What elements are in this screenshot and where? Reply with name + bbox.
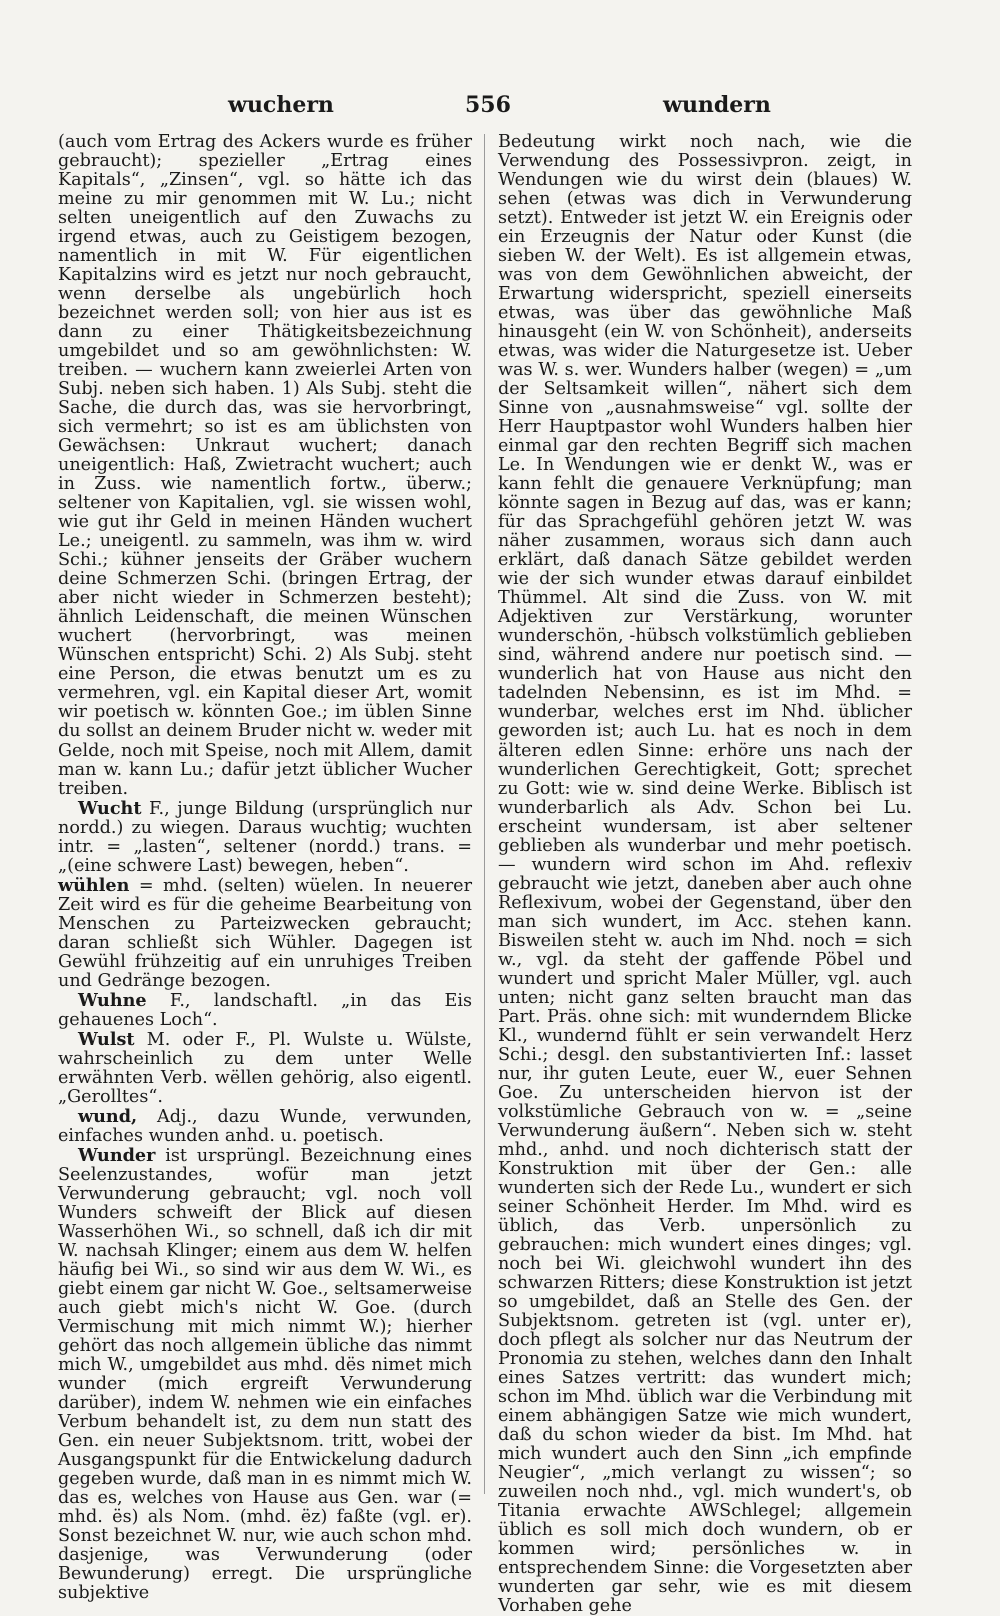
- column-divider: [484, 134, 485, 1494]
- right-column: [498, 132, 912, 1616]
- dictionary-entry: [58, 132, 472, 799]
- dictionary-entry: [58, 1107, 472, 1146]
- entry-text: M. oder F., Pl. Wulste u. Wülste, wahrscheinlich zu dem unter Welle erwähnten Verb. wëllen gehörig, also eigentl. „Gerolltes“.: [58, 1029, 472, 1107]
- entry-text: (auch vom Ertrag des Ackers wurde es früher gebraucht); spezieller „Ertrag eines Kapitals“, „Zinsen“, vgl. so hätte ich das meine zu mir genommen mit W. Lu.; nicht selten uneigentlich auf den Zuwachs zu irgend etwas, auch zu Geistigem bezogen, namentlich in mit W. Für eigentlichen Kapitalzins wird es jetzt nur noch gebraucht, wenn derselbe als ungebürlich hoch bezeichnet werden soll; von hier aus ist es dann zu einer Thätigkeitsbezeichnung umgebildet und so am gewöhnlichsten: W. treiben. — wuchern kann zweierlei Arten von Subj. neben sich haben. 1) Als Subj. steht die Sache, die durch das, was sie hervorbringt, sich vermehrt; so ist es am üblichsten von Gewächsen: Unkraut wuchert; danach uneigentlich: Haß, Zwietracht wuchert; auch in Zuss. wie namentlich fortw., überw.; seltener von Kapitalien, vgl. sie wissen wohl, wie gut ihr Geld in meinen Händen wuchert Le.; uneigentl. zu sammeln, was ihm w. wird Schi.; kühner jenseits der Gräber wuchern deine Schmerzen Schi. (bringen Ertrag, der aber nicht wieder in Schmerzen besteht); ähnlich Leidenschaft, die meinen Wünschen wuchert (hervorbringt, was meinen Wünschen entspricht) Schi. 2) Als Subj. steht eine Person, die etwas benutzt um es zu vermehren, vgl. ein Kapital dieser Art, womit wir poetisch w. könnten Goe.; im üblen Sinne du sollst an deinem Bruder nicht w. weder mit Gelde, noch mit Speise, noch mit Allem, damit man w. kann Lu.; dafür jetzt üblicher Wucher treiben.: [58, 132, 472, 799]
- entry-lemma: wund,: [78, 1105, 138, 1127]
- entry-lemma: Wucht: [78, 797, 142, 819]
- running-head-left: wuchern: [228, 92, 334, 118]
- dictionary-entry: [58, 1030, 472, 1107]
- entry-lemma: wühlen: [58, 874, 130, 896]
- page-number: 556: [465, 92, 511, 118]
- entry-lemma: Wunder: [78, 1144, 156, 1166]
- entry-text: = mhd. (selten) wüelen. In neuerer Zeit wird es für die geheime Bearbeitung von Menschen zu Parteizwecken gebraucht; daran schließt sich Wühler. Dagegen ist Gewühl frühzeitig auf ein unruhiges Treiben und Gedränge bezogen.: [58, 875, 472, 991]
- entry-lemma: Wulst: [78, 1028, 135, 1050]
- dictionary-entry: [498, 132, 912, 1616]
- dictionary-entry: [58, 876, 472, 991]
- entry-text: Adj., dazu Wunde, verwunden, einfaches wunden anhd. u. poetisch.: [58, 1106, 472, 1146]
- dictionary-entry: [58, 799, 472, 876]
- entry-text: F., landschaftl. „in das Eis gehauenes Loch“.: [58, 990, 472, 1030]
- entry-lemma: Wuhne: [78, 989, 147, 1011]
- page-header: [0, 92, 1000, 122]
- entry-text: Bedeutung wirkt noch nach, wie die Verwendung des Possessivpron. zeigt, in Wendungen wie du wirst dein (blaues) W. sehen (etwas was dich in Verwunderung setzt). Entweder ist jetzt W. ein Ereignis oder ein Erzeugnis der Natur oder Kunst (die sieben W. der Welt). Es ist allgemein etwas, was von dem Gewöhnlichen abweicht, der Erwartung widerspricht, speziell einerseits etwas, was über das gewöhnliche Maß hinausgeht (ein W. von Schönheit), anderseits etwas, was wider die Naturgesetze ist. Ueber was W. s. wer. Wunders halber (wegen) = „um der Seltsamkeit willen“, nähert sich dem Sinne von „ausnahmsweise“ vgl. sollte der Herr Hauptpastor wohl Wunders halben hier einmal gar den rechten Begriff sich machen Le. In Wendungen wie er denkt W., was er kann fehlt die genauere Verknüpfung; man könnte sagen in Bezug auf das, was er kann; für das Sprachgefühl gehören jetzt W. was näher zusammen, woraus sich dann auch erklärt, daß danach Sätze gebildet werden wie der sich wunder etwas darauf einbildet Thümmel. Alt sind die Zuss. von W. mit Adjektiven zur Verstärkung, worunter wunderschön, -hübsch volkstümlich geblieben sind, während andere nur poetisch sind. — wunderlich hat von Hause aus nicht den tadelnden Nebensinn, es ist im Mhd. = wunderbar, welches erst im Nhd. üblicher geworden ist; auch Lu. hat es noch in dem älteren edlen Sinne: erhöre uns nach der wunderlichen Gerechtigkeit, Gott; sprechet zu Gott: wie w. sind deine Werke. Biblisch ist wunderbarlich als Adv. Schon bei Lu. erscheint wundersam, ist aber seltener geblieben als wunderbar und mehr poetisch. — wundern wird schon im Ahd. reflexiv gebraucht wie jetzt, daneben aber auch ohne Reflexivum, wobei der Gegenstand, über den man sich wundert, im Acc. stehen kann. Bisweilen steht w. auch im Nhd. noch = sich w., vgl. da steht der gaffende Pöbel und wundert und spricht Maler Müller, vgl. auch unten; nicht ganz selten braucht man das Part. Präs. ohne sich: mit wunderndem Blicke Kl., wundernd fühlt er sein verwandelt Herz Schi.; desgl. den substantivierten Inf.: lasset nur, ihr guten Leute, euer W., euer Sehnen Goe. Zu unterscheiden hiervon ist der volkstümliche Gebrauch von w. = „seine Verwunderung äußern“. Neben sich w. steht mhd., anhd. und noch dichterisch statt der Konstruktion mit über der Gen.: alle wunderten sich der Rede Lu., wundert er sich seiner Schönheit Herder. Im Mhd. wird es üblich, das Verb. unpersönlich zu gebrauchen: mich wundert eines dinges; vgl. noch bei Wi. gleichwohl wundert ihn des schwarzen Ritters; diese Konstruktion ist jetzt so umgebildet, daß an Stelle des Gen. der Subjektsnom. getreten ist (vgl. unter er), doch pflegt als solcher nur das Neutrum der Pronomia zu stehen, welches dann den Inhalt eines Satzes vertritt: das wundert mich; schon im Mhd. üblich war die Verbindung mit einem abhängigen Satze wie mich wundert, daß du schon wieder da bist. Im Mhd. hat mich wundert auch den Sinn „ich empfinde Neugier“, „mich verlangt zu wissen“; so zuweilen noch nhd., vgl. mich wundert's, ob Titania erwachte AWSchlegel; allgemein üblich es soll mich doch wundern, ob er kommen wird; persönliches w. in entsprechendem Sinne: die Vorgesetzten aber wunderten gar sehr, wie es mit diesem Vorhaben gehe: [498, 132, 912, 1616]
- left-column: [58, 132, 472, 1603]
- running-head-right: wundern: [663, 92, 771, 118]
- dictionary-entry: [58, 991, 472, 1030]
- entry-text: ist ursprüngl. Bezeichnung eines Seelenzustandes, wofür man jetzt Verwunderung gebraucht; vgl. noch voll Wunders schweift der Blick auf diesen Wasserhöhen Wi., so schnell, daß ich dir mit W. nachsah Klinger; einem aus dem W. helfen häufig bei Wi., so sind wir aus dem W. Wi., es giebt einem gar nicht W. Goe., seltsamerweise auch giebt mich's nicht W. Goe. (durch Vermischung mit mich nimmt W.); hierher gehört das noch allgemein übliche das nimmt mich W., umgebildet aus mhd. dës nimet mich wunder (mich ergreift Verwunderung darüber), indem W. nehmen wie ein einfaches Verbum behandelt ist, zu dem nun statt des Gen. ein neuer Subjektsnom. tritt, wobei der Ausgangspunkt für die Entwickelung dadurch gegeben wurde, daß man in es nimmt mich W. das es, welches von Hause aus Gen. war (= mhd. ës) als Nom. (mhd. ëz) faßte (vgl. er). Sonst bezeichnet W. nur, wie auch schon mhd. dasjenige, was Verwunderung (oder Bewunderung) erregt. Die ursprüngliche subjektive: [58, 1145, 472, 1604]
- dictionary-entry: [58, 1146, 472, 1603]
- entry-text: F., junge Bildung (ursprünglich nur nordd.) zu wiegen. Daraus wuchtig; wuchten intr. = „lasten“, seltener (nordd.) trans. = „(eine schwere Last) bewegen, heben“.: [58, 798, 472, 876]
